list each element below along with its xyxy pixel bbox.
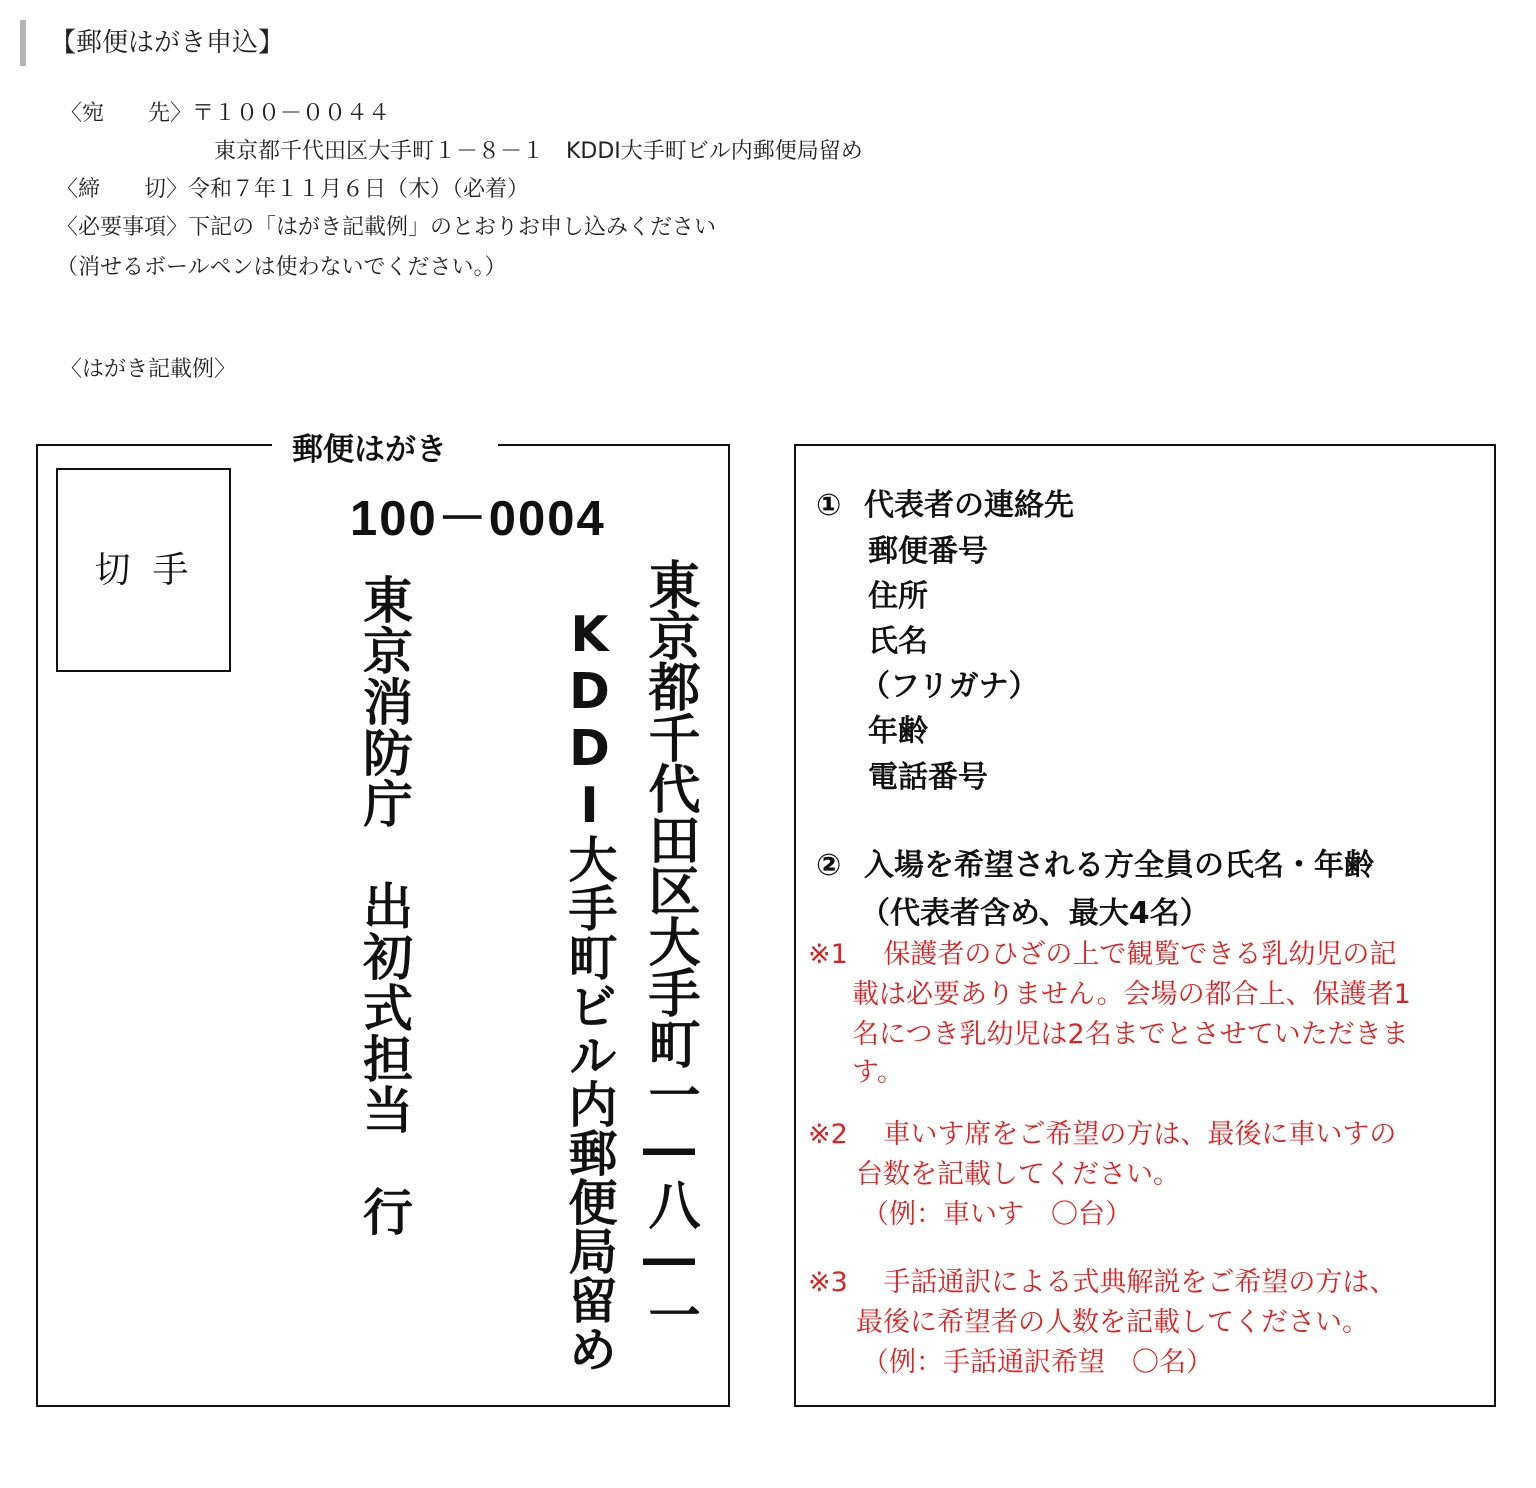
note1-line: 載は必要ありません。会場の都合上、保護者1 — [852, 979, 1411, 1010]
item2-sub: （代表者含め、最大4名） — [860, 896, 1210, 931]
postcard-zip: 100－0004 — [350, 492, 606, 546]
address-label: 〈宛 先〉 — [60, 101, 193, 126]
item1-field: 電話番号 — [868, 760, 988, 795]
item1-field: 住所 — [868, 579, 928, 614]
postcard-address-line1: 東京都千代田区大手町一―八―一 — [639, 558, 699, 1339]
note3-line: （例：手話通訳希望 〇名） — [862, 1347, 1213, 1378]
address-line: 東京都千代田区大手町１－８－１ KDDI大手町ビル内郵便局留め — [214, 139, 863, 164]
address-zip: 〒１００－００４４ — [192, 101, 391, 126]
example-label: 〈はがき記載例〉 — [60, 357, 237, 382]
postcard-title: 郵便はがき — [272, 430, 498, 470]
postcard-front — [36, 432, 730, 1407]
deadline-label: 〈締 切〉 — [56, 177, 189, 202]
stamp-box — [56, 468, 231, 672]
item1-field: 郵便番号 — [868, 534, 988, 569]
item1-field: 年齢 — [868, 714, 928, 749]
section-heading: 【郵便はがき申込】 — [20, 20, 284, 66]
deadline-value: 令和７年１１月６日（木）（必着） — [188, 177, 530, 202]
postcard-back — [794, 444, 1496, 1407]
pen-note: （消せるボールペンは使わないでください。） — [56, 255, 507, 280]
address-row — [60, 96, 390, 127]
item1-title: 代表者の連絡先 — [864, 488, 1074, 523]
note2-line: （例：車いす 〇台） — [862, 1199, 1132, 1230]
item1-number: ① — [816, 488, 842, 523]
required-row — [56, 210, 716, 241]
note1-line: ※1 保護者のひざの上で観覧できる乳幼児の記 — [808, 939, 1397, 970]
note3-line: ※3 手話通訳による式典解説をご希望の方は、 — [808, 1267, 1397, 1298]
stamp-label: 切手 — [94, 550, 211, 591]
postcard-recipient: 東京消防庁 出初式担当 行 — [355, 574, 413, 1237]
item2-heading — [816, 840, 1374, 884]
note1-line: す。 — [852, 1057, 904, 1088]
deadline-row — [56, 172, 529, 203]
note3-line: 最後に希望者の人数を記載してください。 — [856, 1307, 1369, 1338]
postcard-address-line2: KDDI大手町ビル内郵便局留め — [561, 606, 618, 1373]
item1-field: 氏名 — [868, 624, 928, 659]
note2-line: ※2 車いす席をご希望の方は、最後に車いすの — [808, 1119, 1397, 1150]
item1-heading — [816, 480, 1074, 524]
item2-number: ② — [816, 848, 842, 883]
item2-title: 入場を希望される方全員の氏名・年齢 — [864, 848, 1374, 883]
note1-line: 名につき乳幼児は2名までとさせていただきま — [852, 1019, 1409, 1050]
required-label: 〈必要事項〉 — [56, 215, 189, 240]
required-value: 下記の「はがき記載例」のとおりお申し込みください — [188, 215, 717, 240]
item1-field: （フリガナ） — [860, 669, 1039, 704]
note2-line: 台数を記載してください。 — [856, 1159, 1180, 1190]
